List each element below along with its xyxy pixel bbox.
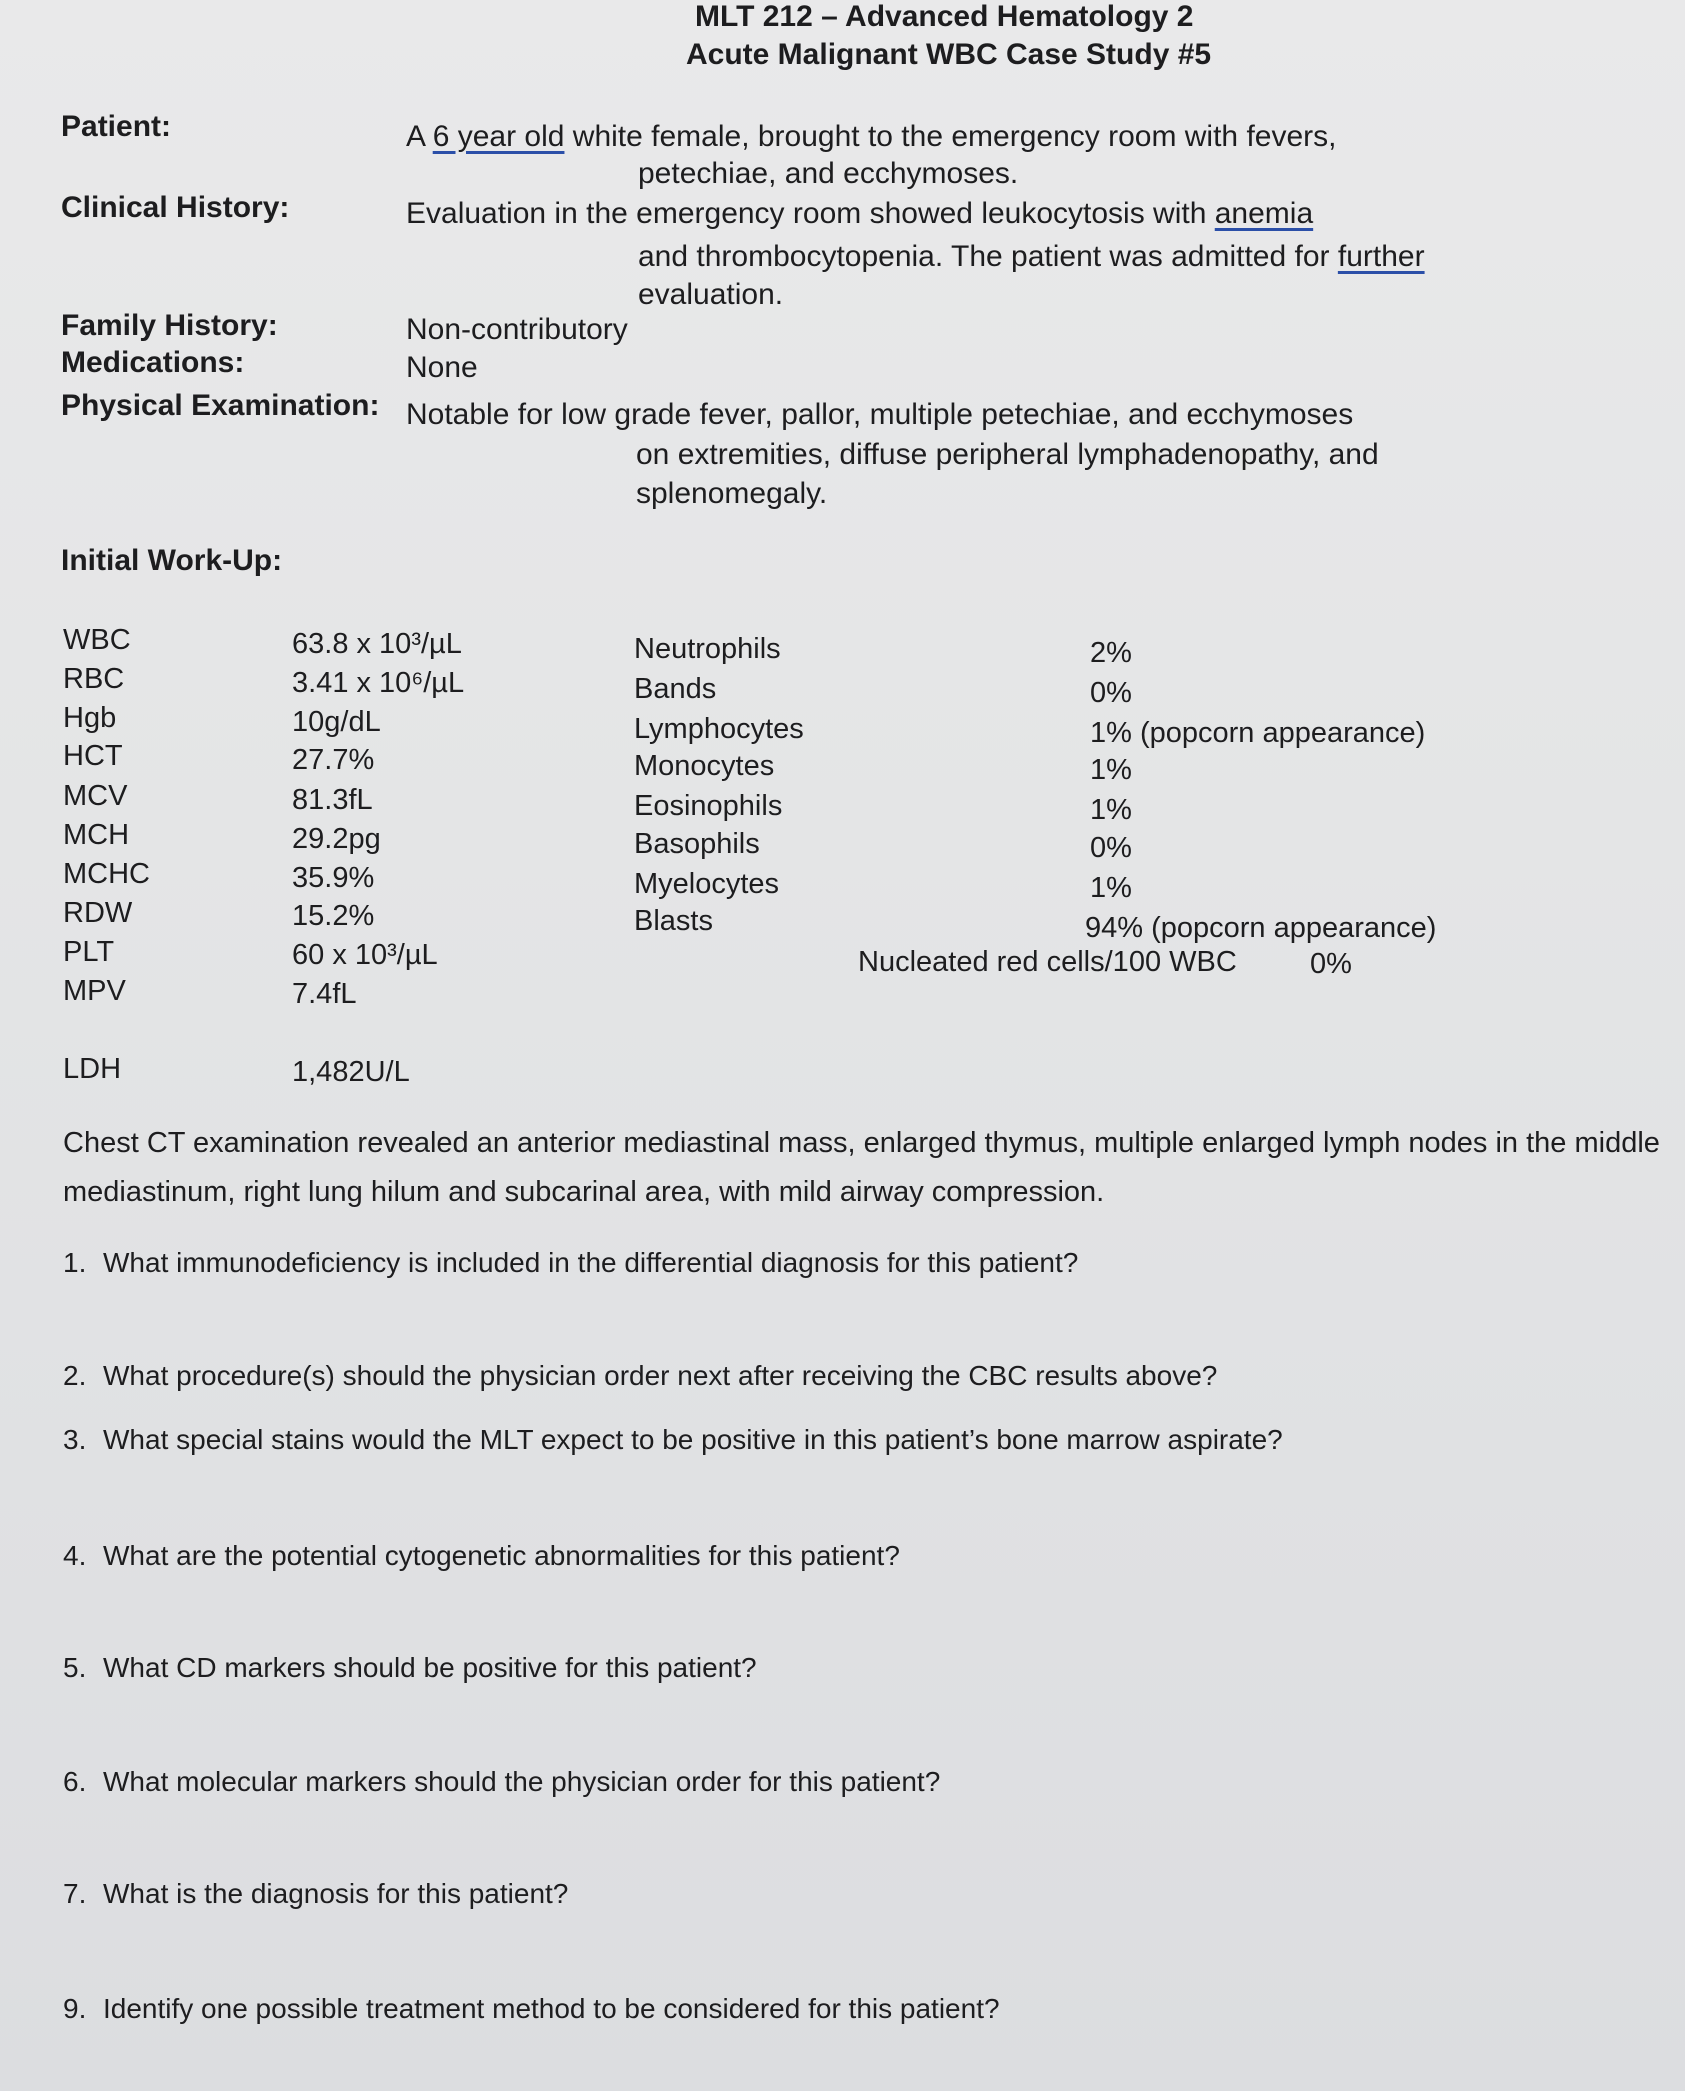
question-number: 6.	[63, 1766, 87, 1797]
cbc-name: Hgb	[63, 702, 117, 734]
cbc-value: 81.3fL	[292, 784, 373, 816]
cbc-value: 15.2%	[292, 900, 375, 932]
cbc-name: MCH	[63, 819, 130, 851]
question-number: 3.	[63, 1424, 87, 1455]
course-title: MLT 212 – Advanced Hematology 2	[695, 0, 1194, 33]
medications-label: Medications:	[61, 346, 245, 379]
cbc-value: 10g/dL	[292, 706, 381, 738]
medications-value: None	[406, 351, 478, 384]
diff-name: Basophils	[634, 828, 760, 860]
cbc-name: WBC	[63, 624, 131, 656]
cbc-value: 27.7%	[292, 744, 375, 776]
diff-name: Blasts	[634, 905, 713, 937]
question-9	[63, 1993, 1000, 2025]
cbc-value: 7.4fL	[292, 978, 357, 1010]
question-text: What are the potential cytogenetic abnormalities for this patient?	[103, 1540, 900, 1571]
ldh-label: LDH	[63, 1053, 122, 1085]
case-title: Acute Malignant WBC Case Study #5	[686, 38, 1212, 71]
diff-name: Eosinophils	[634, 790, 783, 822]
further-link[interactable]: further	[1337, 240, 1425, 273]
cbc-name: MCHC	[63, 858, 150, 890]
cbc-name: MCV	[63, 780, 128, 812]
nrbc-value: 0%	[1310, 948, 1352, 980]
diff-name: Monocytes	[634, 750, 775, 782]
clinical-history-line2	[638, 240, 1425, 274]
question-text: What molecular markers should the physician order for this patient?	[103, 1766, 941, 1797]
question-text: What is the diagnosis for this patient?	[103, 1878, 569, 1909]
diff-name: Bands	[634, 673, 717, 705]
cbc-value: 60 x 10³/µL	[292, 939, 438, 971]
diff-value: 94% (popcorn appearance)	[1085, 912, 1437, 944]
diff-value: 2%	[1090, 637, 1132, 669]
question-4	[63, 1540, 900, 1572]
clinical-history-label: Clinical History:	[61, 191, 290, 224]
question-7	[63, 1878, 568, 1910]
diff-value: 1% (popcorn appearance)	[1090, 717, 1426, 749]
question-3	[63, 1424, 1283, 1456]
diff-value: 1%	[1090, 754, 1132, 786]
cbc-name: RDW	[63, 897, 133, 929]
cbc-name: RBC	[63, 663, 125, 695]
question-text: What immunodeficiency is included in the differential diagnosis for this patient?	[103, 1247, 1079, 1278]
ldh-value: 1,482U/L	[292, 1056, 410, 1088]
question-text: What special stains would the MLT expect to be positive in this patient’s bone marrow aspirate?	[103, 1424, 1283, 1455]
clinical-history-line1	[406, 197, 1313, 231]
physical-exam-line3: splenomegaly.	[636, 477, 828, 510]
diff-value: 0%	[1090, 677, 1132, 709]
diff-value: 1%	[1090, 794, 1132, 826]
patient-line2: petechiae, and ecchymoses.	[638, 157, 1019, 190]
question-1	[63, 1247, 1078, 1279]
cbc-value: 63.8 x 10³/µL	[292, 628, 462, 660]
question-number: 4.	[63, 1540, 87, 1571]
ct-line1: Chest CT examination revealed an anterior mediastinal mass, enlarged thymus, multiple enlarged lymph nodes in the middle	[63, 1127, 1660, 1159]
cbc-name: PLT	[63, 936, 115, 968]
question-text: What procedure(s) should the physician order next after receiving the CBC results above?	[103, 1360, 1218, 1391]
cbc-value: 29.2pg	[292, 823, 381, 855]
diff-name: Myelocytes	[634, 868, 780, 900]
physical-exam-label: Physical Examination:	[61, 389, 380, 422]
cbc-name: MPV	[63, 975, 126, 1007]
cbc-value: 3.41 x 10⁶/µL	[292, 667, 465, 699]
patient-line1	[406, 120, 1336, 154]
initial-workup-label: Initial Work-Up:	[61, 544, 283, 577]
clinical-history-line3: evaluation.	[638, 278, 784, 311]
question-text: What CD markers should be positive for this patient?	[103, 1652, 757, 1683]
question-number: 2.	[63, 1360, 87, 1391]
cbc-name: HCT	[63, 740, 123, 772]
anemia-link[interactable]: anemia	[1214, 197, 1314, 230]
question-text: Identify one possible treatment method to be considered for this patient?	[103, 1993, 1000, 2024]
diff-name: Lymphocytes	[634, 713, 804, 745]
age-link[interactable]: 6 year old	[432, 120, 565, 153]
physical-exam-line2: on extremities, diffuse peripheral lymphadenopathy, and	[636, 438, 1379, 471]
ct-line2: mediastinum, right lung hilum and subcarinal area, with mild airway compression.	[63, 1176, 1105, 1208]
diff-name: Neutrophils	[634, 633, 781, 665]
diff-value: 1%	[1090, 872, 1132, 904]
question-number: 7.	[63, 1878, 87, 1909]
question-6	[63, 1766, 940, 1798]
patient-line1-rest: white female, brought to the emergency room with fevers,	[564, 120, 1337, 153]
clinical-history-line2-prefix: and thrombocytopenia. The patient was admitted for	[638, 240, 1338, 273]
family-history-label: Family History:	[61, 309, 278, 342]
nrbc-label: Nucleated red cells/100 WBC	[858, 946, 1237, 978]
question-number: 5.	[63, 1652, 87, 1683]
patient-prefix: A	[406, 120, 433, 153]
question-number: 1.	[63, 1247, 87, 1278]
diff-value: 0%	[1090, 832, 1132, 864]
question-number: 9.	[63, 1993, 87, 2024]
cbc-value: 35.9%	[292, 862, 375, 894]
question-5	[63, 1652, 757, 1684]
question-2	[63, 1360, 1217, 1392]
family-history-value: Non-contributory	[406, 313, 628, 346]
patient-label: Patient:	[61, 110, 172, 143]
physical-exam-line1: Notable for low grade fever, pallor, multiple petechiae, and ecchymoses	[406, 398, 1354, 431]
clinical-history-line1-prefix: Evaluation in the emergency room showed leukocytosis with	[406, 197, 1215, 230]
